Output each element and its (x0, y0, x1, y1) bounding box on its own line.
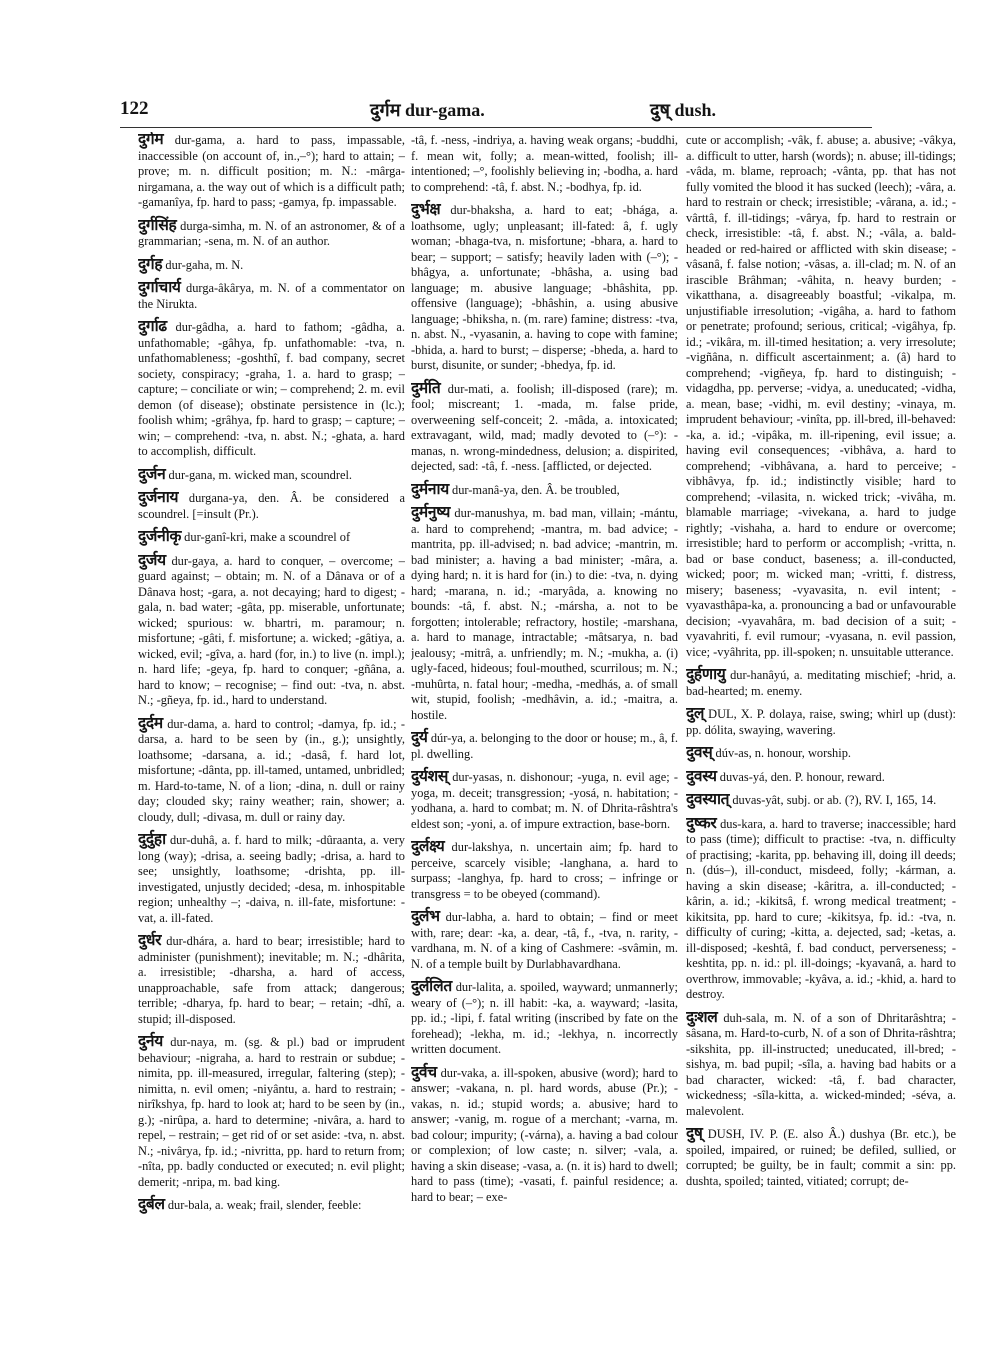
entry-headword: दुर्बल (138, 1196, 165, 1213)
entry-definition: cute or accomplish; -vâk, f. abuse; a. abusive; -vâkya, a. difficult to utter, harsh (words); n. abuse; ill-tidings; -vâda, m. blame, reproach; -vânta, pp. that has not fully vomited the blood it has sucked (leech); -vâra, a. hard to restrain or check; irresistible; -vârana, a. id.; -vârttâ, f. ill-tidings; -vârya, fp. hard to restrain or check, irresistible: -tâ, f. abst. N.; -vâla, a. bald-headed or red-haired or afflicted with skin disease; -vâsanâ, f. false notion; -vâsas, a. ill-clad; m. N. of an irascible Brâhman; -vâhita, n. heavy burden; -vikatthana, a. disagreeably boastful; -vikalpa, m. unjustifiable irresolution; -vigâha, a. hard to fathom or penetrate; profound; serious, critical; -vigâhya, fp. id.; -vikâra, m. ill-timed hesitation; a. very irresolute; -vigñâna, n. difficult ascertainment; a. (â) hard to comprehend; -vigñeya, fp. hard to distinguish; -vidagdha, pp. perverse; -vidya, a. uneducated; -vidha, a. mean, base; -vidhi, m. evil destiny; -vinaya, m. imprudent behaviour; -vinîta, pp. ill-bred, ill-behaved: -ka, a. id.; -vipâka, m. ill-ripening, evil issue; a. having evil consequences; -vibhâva, a. hard to comprehend; -vibhâvana, a. hard to perceive; -vibhâvya, fp. id.; indistinctly visible; hard to comprehend; -vilasita, n. wicked trick; -vivâha, m. blamable marriage; -vivekana, a. hard to judge rightly; -vishaha, a. hard to endure or overcome; irresistible; hard to perform or accomplish; -vritta, n. bad or base conduct, baseness; a. ill-conducted, wicked; poor; m. wicked man; -vritti, f. distress, misery; baseness; -vyavasita, n. evil intent; -vyavasthâpa-ka, a. pronouncing a bad or unfavourable decision; -vyavahâra, m. bad decision of a suit; -vyavahriti, f. evil rumour; -vyasana, n. evil passion, vice; -vyâhrita, pp. ill-spoken; n. unsuitable utterance. (686, 133, 956, 659)
dictionary-entry (138, 1197, 405, 1214)
entry-headword: दुर्जनीकृ (138, 528, 182, 545)
dictionary-entry (138, 933, 405, 1027)
dictionary-entry (138, 832, 405, 926)
entry-definition: duvas-yá, den. P. honour, reward. (719, 769, 885, 784)
dictionary-entry (138, 490, 405, 522)
entry-headword: दुर्धर (138, 932, 162, 949)
entry-headword: दुल् (686, 705, 705, 722)
entry-definition: dur-manushya, m. bad man, villain; -mántu, a. hard to comprehend; -mantra, m. bad advice; -mantrita, pp. ill-advised; n. bad advice; -mantrin, m. bad minister; a. having a bad minister; -mâra, a. dying hard; n. it is hard for (in.) to die: -tva, n. dying hard; -marana, n. id.; -maryâda, a. knowing no bounds: -tâ, f. abst. N.; -mársha, a. not to be forgotten; intolerable; refractory, hostile; -marshana, a. hard to manage, intractable; -mâtsarya, n. bad jealousy; -mitrâ, a. unfriendly; m. N.; -mukha, a. (i) ugly-faced, hideous; foul-mouthed, scurrilous; m. N.; -muhûrta, n. fatal hour; -medha, -medhás, a. of small wit, stupid, foolish; -medhâvin, a. id.; -maitra, a. hostile. (411, 506, 678, 722)
entry-headword: दुर्ललित (411, 978, 452, 995)
dictionary-entry (686, 769, 956, 786)
entry-headword: दुर्भक्ष (411, 201, 441, 218)
entry-headword: दुर्जय (138, 551, 166, 569)
entry-definition: durga-âkârya, m. N. of a commentator on the Nirukta. (138, 281, 405, 311)
entry-definition: dur-dama, a. hard to control; -damya, fp. id.; -darsa, a. hard to be seen by (in., g.); unsightly, loathsome; -darsana, a. id.; -dasâ, f. hard lot, misfortune; -dânta, pp. ill-tamed, untamed, unbridled; m. Hard-to-tame, N. of a lion; -dina, n. dull or rainy day; clouded sky; rainy weather; rain, shower; a. cloudy, dull; -divasa, m. dull or rainy day. (138, 716, 405, 824)
dictionary-entry (686, 706, 956, 738)
entry-headword: दुर्जनाय (138, 489, 179, 506)
entry-headword: दुर्जन (138, 465, 166, 483)
dictionary-entry (411, 505, 678, 723)
dictionary-entry (138, 257, 405, 274)
page-header (120, 98, 865, 126)
entry-headword: दुर्गसिंह (138, 216, 177, 234)
entry-definition: dur-bhaksha, a. hard to eat; -bhága, a. loathsome, ugly; unpleasant; ill-fated: â, f. ugly woman; -bhaga-tva, n. misfortune; -bhara, a. hard to bear; – support; – satisfy; heavily laden with (–°); -bhâgya, a. unfortunate; -bhâsha, a. using bad language; m. abusive language; -bhâshita, pp. offensive (language); -bhâshin, a. using abusive language; -bhiksha, n. (m. rare) famine; distress: -tva, n. abst. N., -vyasanin, a. having to cope with famine; -bhida, a. hard to burst; – disperse; -bheda, a. hard to burst, disunite, or sunder; -bhedya, fp. id. (411, 203, 678, 372)
entry-definition: dur-lakshya, n. uncertain aim; fp. hard to perceive, scarcely visible; -langhana, a. hard to surpass; -langhya, fp. hard to cross; – infringe or transgress = to be obeyed (command). (411, 840, 678, 901)
dictionary-entry (686, 1126, 956, 1189)
entry-definition: dur-gama, a. hard to pass, impassable, inaccessible (on account of, in.,–°); hard to attain; – prove; m. n. difficult position; m. N.: -mârga-nirgamana, a. the way out of which is a difficult path; -gamanîya, fp. hard to pass; -gamya, fp. impassable. (138, 133, 405, 209)
entry-headword: दुर्गाचार्य (138, 279, 181, 296)
entry-definition: dus-kara, a. hard to traverse; inaccessible; hard to pass (time); difficult to practise: -tva, n. difficulty of practising; -karita, pp. behaving ill, doing ill deeds; n. (dús–), ill-conduct, misdeed, folly; -kárman, a. having a skin disease; -kâritra, a. ill-conducted; -kârin, a. id.; -kikitsâ, f. wrong medical treatment; -kikitsita, pp. hard to cure; -kikitsya, fp. id.: -tva, n. difficulty of curing; -kitta, a. dejected, sad; -ketas, a. ill-disposed; -keshtâ, f. bad conduct, perverseness; -keshtita, pp. n. id.: pl. ill-doings; -kyavanâ, a. hard to overthrow, immovable; -kyâva, a. id.; -khid, a. hard to destroy. (686, 816, 956, 1001)
running-head-right: दुष् dush. (650, 100, 716, 120)
entry-headword: दुर्वच (411, 1063, 437, 1081)
dictionary-entry (686, 792, 956, 809)
entry-definition: durgana-ya, den. Â. be considered a scoundrel. [=insult (Pr.). (138, 491, 405, 521)
dictionary-entry (138, 218, 405, 250)
entry-definition: dur-gaha, m. N. (165, 257, 244, 272)
dictionary-entry (138, 529, 405, 546)
running-head-left: दुर्गम dur-gama. (370, 100, 485, 120)
entry-headword: दुर्गह (138, 255, 163, 273)
dictionary-entry (138, 132, 405, 211)
dictionary-entry (411, 730, 678, 762)
entry-headword: दुर्गाढ (138, 318, 167, 335)
entry-definition: dur-gana, m. wicked man, scoundrel. (168, 467, 353, 482)
entry-headword: दुष् (686, 1125, 703, 1142)
entry-definition: dúv-as, n. honour, worship. (715, 746, 851, 760)
dictionary-entry (411, 839, 678, 902)
entry-definition: dur-gaya, a. hard to conquer, – overcome; – guard against; – obtain; m. N. of a Dânava or of a Dânava host; -gara, a. not decaying; hard to digest; -gala, n. bad water; -gâta, pp. miserable, unfortunate; wicked; spurious: w. bhartri, m. paramour; n. misfortune; -gâti, f. misfortune; a. wicked; -gâtiya, a. wicked, evil; -gîva, a. hard (for, in.) to live (n. impl.); n. hard life; -geya, fp. hard to conquer; -gñâna, a. hard to know; – recognise; – find out: -tva, n. abst. N.; -gñeya, fp. id., hard to understand. (138, 553, 405, 707)
entry-definition: durga-simha, m. N. of an astronomer, & of a grammarian; -sena, m. N. of an author. (138, 218, 405, 248)
entry-definition: dur-naya, m. (sg. & pl.) bad or imprudent behaviour; -nigraha, a. hard to restrain or subdue; -nimita, pp. ill-measured, irregular, faltering (step); -nimitta, n. evil omen; -niyântu, a. hard to restrain; -nirîkshya, fp. hard to look at; hard to be seen by (in., g.); -nirûpa, a. hard to determine; -nivâra, a. hard to repel, – restrain; – get rid of or set aside: -tva, n. abst. N.; -nivârya, fp. id.; -nivritta, pp. hard to return from; -nîta, pp. badly conducted or executed; n. evil plight; demerit; -nripa, m. bad king. (138, 1035, 405, 1189)
dictionary-entry (686, 816, 956, 1003)
entry-definition: duvas-yât, subj. or ab. (?), RV. I, 165, 14. (732, 793, 937, 807)
header-rule (120, 127, 872, 128)
column-3 (686, 132, 956, 1322)
entry-headword: दुर्मति (411, 379, 441, 397)
entry-definition: DUL, X. P. dolaya, raise, swing; whirl up (dust): pp. dólita, swaying, wavering. (686, 707, 956, 737)
dictionary-entry (411, 1065, 678, 1206)
dictionary-entry (138, 1034, 405, 1190)
entry-headword: दुवस् (686, 744, 713, 761)
entry-headword: दुर्दम (138, 714, 163, 732)
dictionary-entry (138, 319, 405, 460)
entry-definition: dur-mati, a. foolish; ill-disposed (rare); m. fool; miscreant; 1. -mada, m. false pride, overweening self-conceit; 2. -mâda, a. intoxicated; extravagant, wild, mad; madly devoted to (–°): -manas, n. wrong-mindedness, delusion; a. dispirited, dejected, sad: -tâ, f. -ness. [afflicted, or dejected. (411, 381, 678, 473)
dictionary-entry (411, 482, 678, 499)
entry-headword: दुर्गम (138, 132, 164, 148)
dictionary-entry (686, 667, 956, 699)
entry-definition: dur-gâdha, a. hard to fathom; -gâdha, a. unfathomable; -gâhya, fp. unfathomable: -tva, n. unfathomableness; -goshthî, f. bad company, secret society, conspiracy; -graha, 1. a. hard to grasp; – capture; – conciliate or win; – comprehend; 2. m. evil demon (of disease); obstinate persistence in (lc.); foolish whim; -grâhya, fp. hard to grasp; – capture; – win; – comprehend: -tva, n. abst. N.; -ghata, a. hard to accomplish, difficult. (138, 320, 405, 458)
entry-headword: दुर्यशस् (411, 768, 449, 785)
dictionary-entry (138, 280, 405, 312)
dictionary-entry (411, 202, 678, 374)
entry-headword: दुर्मनुष्य (411, 504, 451, 521)
dictionary-entry (138, 553, 405, 709)
entry-headword: दुर्लक्ष्य (411, 838, 445, 855)
entry-definition: DUSH, IV. P. (E. also Â.) dushya (Br. etc.), be spoiled, impaired, or ruined; be defiled, sullied, or corrupted; be guilty, be in fault; commit a sin: pp. dushta, spoiled; tainted, vitiated; corrupt; de- (686, 1127, 956, 1188)
entry-headword: दुर्य (411, 729, 428, 746)
dictionary-entry (411, 132, 678, 195)
dictionary-entry (411, 381, 678, 475)
entry-definition: dur-labha, a. hard to obtain; – find or meet with, rare; dear: -ka, a. dear, -tâ, f., -tva, n. rarity, -vardhana, m. N. of a king of Cashmere: -svâmin, m. N. of a temple built by Durlabhavardhana. (411, 910, 678, 971)
entry-headword: दुर्हणायु (686, 666, 726, 683)
dictionary-entry (411, 909, 678, 972)
entry-definition: dur-ganî-kri, make a scoundrel of (184, 530, 351, 544)
column-2 (411, 132, 678, 1322)
entry-definition: -tâ, f. -ness, -indriya, a. having weak organs; -buddhi, f. mean wit, folly; a. mean-witted, foolish; ill-intentioned; –°, foolishly believing in; -bodha, a. hard to comprehend: -tâ, f. abst. N.; -bodhya, fp. id. (411, 133, 678, 194)
entry-definition: dur-hanâyú, a. meditating mischief; -hrid, a. bad-hearted; m. enemy. (686, 668, 956, 698)
entry-definition: dur-bala, a. weak; frail, slender, feeble: (167, 1198, 362, 1212)
entry-headword: दुवस्य (686, 767, 717, 785)
entry-definition: dur-vaka, a. ill-spoken, abusive (word); hard to answer; -vakana, n. pl. hard words, abuse (Pr.); -vakas, n. id.; stupid words; a. abusive; hard to answer; -vanig, m. rogue of a merchant; -varna, m. bad colour; impurity; (-várna), a. having a bad colour or complexion; of low caste; n. silver; -vala, a. having a skin disease; -vasa, a. (n. it is) hard to dwell; hard to pass (time); -vasati, f. painful residence; a. hard to bear; – exe- (411, 1065, 678, 1204)
dictionary-entry (686, 745, 956, 762)
dictionary-entry (686, 132, 956, 660)
dictionary-entry (411, 769, 678, 832)
entry-definition: dur-dhára, a. hard to bear; irresistible; hard to administer (punishment); inevitable; m. N.; -dhârita, a. irresistible; -dharsha, a. hard of access, unapproachable, safe from attack; dangerous; terrible; -dharya, fp. hard to bear; – retain; -dhî, a. stupid; ill-disposed. (138, 934, 405, 1026)
entry-headword: दुर्लभ (411, 908, 440, 925)
entry-headword: दुष्कर (686, 814, 717, 832)
dictionary-entry (686, 1010, 956, 1120)
dictionary-entry (411, 979, 678, 1058)
dictionary-entry (138, 716, 405, 826)
entry-definition: dur-duhâ, a. f. hard to milk; -dûraanta, a. very long (way); -drisa, a. seeing badly; -drisa, a. hard to see; unsightly, loathsome; -drishta, pp. ill-investigated, unjustly decided; -desa, m. inhospitable region; unhealthy –; -daiva, n. ill-fate, misfortune: -vat, a. ill-fated. (138, 833, 405, 925)
dictionary-entry (138, 467, 405, 484)
page-number: 122 (120, 98, 149, 119)
column-1 (138, 132, 405, 1322)
entry-headword: दुवस्यात् (686, 791, 730, 808)
entry-definition: dur-manâ-ya, den. Â. be troubled, (452, 482, 620, 497)
entry-definition: dur-lalita, a. spoiled, wayward; unmannerly; weary of (–°); n. ill habit: -ka, a. wayward; -lasita, pp. id.; -lipi, f. fatal writing (inscribed by fate on the forehead); -lekha, m. id.; -lekhya, n. incorrectly written document. (411, 980, 678, 1056)
entry-definition: dur-yasas, n. dishonour; -yuga, n. evil age; -yoga, m. deceit; transgression; -yosá, n. habitation; -yodhana, a. hard to combat; m. N. of Dhrita-râshtra's eldest son; -yoni, a. of impure extraction, base-born. (411, 770, 678, 831)
entry-headword: दुर्मनाय (411, 480, 449, 498)
entry-headword: दुःशल (686, 1008, 718, 1026)
entry-definition: dúr-ya, a. belonging to the door or house; m., â, f. pl. dwelling. (411, 731, 678, 761)
entry-headword: दुर्दुहा (138, 831, 166, 848)
entry-definition: duh-sala, m. N. of a son of Dhritarâshtra; -sâsana, m. Hard-to-curb, N. of a son of Dhrita-râshtra; -sikshita, pp. ill-instructed; uneducated, ill-bred; -sishya, m. bad pupil; -sîla, a. having bad habits or a bad character, wicked: -tâ, f. bad character, wickedness; -sîla-kitta, a. wicked-minded; -séva, a. malevolent. (686, 1010, 956, 1118)
entry-headword: दुर्नय (138, 1033, 163, 1050)
